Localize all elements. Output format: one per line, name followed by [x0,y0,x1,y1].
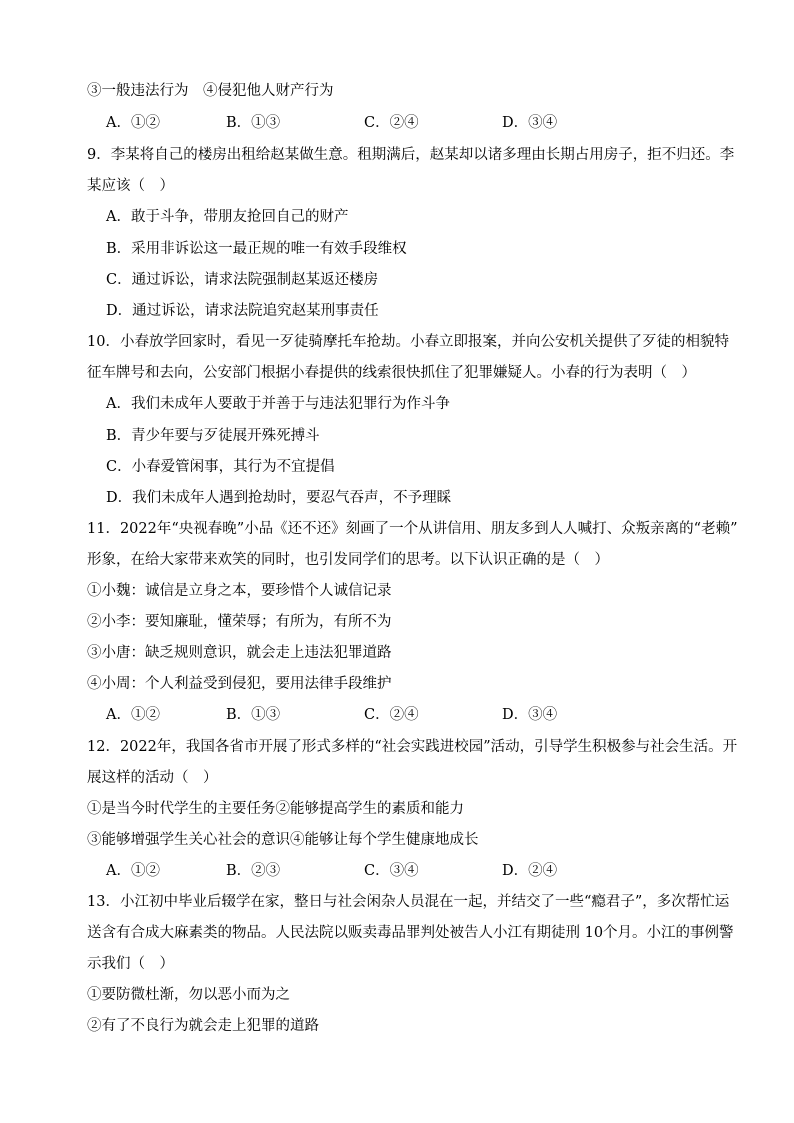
q10-option-d: D．我们未成年人遇到抢劫时，要忍气吞声，不予理睬 [106,490,452,506]
q11-option-b: B．①③ [226,707,281,723]
q12-item-2: ③能够增强学生关心社会的意识④能够让每个学生健康地成长 [87,832,479,848]
q11-stem-line1: 11．2022年“央视春晚”小品《还不还》刻画了一个从讲信用、朋友多到人人喊打、众叛亲离的“老赖” [87,521,738,537]
q11-option-c: C．②④ [364,707,419,723]
q12-option-c: C．③④ [364,863,419,879]
q8-option-d: D．③④ [502,115,558,131]
q9-stem-line1: 9．李某将自己的楼房出租给赵某做生意。租期满后，赵某却以诸多理由长期占用房子，拒不归还。李 [87,147,735,163]
q11-item-1: ①小魏：诚信是立身之本，要珍惜个人诚信记录 [87,583,392,599]
q13-stem-line2: 送含有合成大麻素类的物品。人民法院以贩卖毒品罪判处被告人小江有期徒刑 10个月。小江的事例警 [87,925,734,941]
q11-item-2: ②小李：要知廉耻，懂荣辱；有所为，有所不为 [87,614,392,630]
q10-stem-line1: 10．小春放学回家时，看见一歹徒骑摩托车抢劫。小春立即报案，并向公安机关提供了歹徒的相貌特 [87,334,729,350]
q9-option-b: B．采用非诉讼这一最正规的唯一有效手段维权 [106,241,407,257]
q12-stem-line1: 12．2022年，我国各省市开展了形式多样的“社会实践进校园”活动，引导学生积极参与社会生活。开 [87,739,738,755]
q8-option-a: A．①② [106,115,160,131]
q13-item-1: ①要防微杜渐，勿以恶小而为之 [87,987,290,1003]
q11-option-d: D．③④ [502,707,558,723]
q9-stem-line2: 某应该（ ） [87,178,174,194]
q12-option-b: B．②③ [226,863,281,879]
q8-item-line: ③一般违法行为 ④侵犯他人财产行为 [87,83,334,99]
q10-option-b: B．青少年要与歹徒展开殊死搏斗 [106,428,320,444]
q13-stem-line1: 13．小江初中毕业后辍学在家，整日与社会闲杂人员混在一起，并结交了一些“瘾君子”，多次帮忙运 [87,894,730,910]
q12-stem-line2: 展这样的活动（ ） [87,770,218,786]
q11-stem-line2: 形象，在给大家带来欢笑的同时，也引发同学们的思考。以下认识正确的是（ ） [87,552,609,568]
q10-option-a: A．我们未成年人要敢于并善于与违法犯罪行为作斗争 [106,396,450,412]
q9-option-a: A．敢于斗争，带朋友抢回自己的财产 [106,209,349,225]
q9-option-d: D．通过诉讼，请求法院追究赵某刑事责任 [106,303,379,319]
q10-stem-line2: 征车牌号和去向，公安部门根据小春提供的线索很快抓住了犯罪嫌疑人。小春的行为表明（ ） [87,365,696,381]
q11-item-4: ④小周：个人利益受到侵犯，要用法律手段维护 [87,676,392,692]
q13-item-2: ②有了不良行为就会走上犯罪的道路 [87,1018,319,1034]
q8-option-c: C．②④ [364,115,419,131]
q13-stem-line3: 示我们（ ） [87,956,174,972]
q12-option-d: D．②④ [502,863,558,879]
q12-option-a: A．①② [106,863,160,879]
q11-item-3: ③小唐：缺乏规则意识，就会走上违法犯罪道路 [87,645,392,661]
q11-option-a: A．①② [106,707,160,723]
q12-item-1: ①是当今时代学生的主要任务②能够提高学生的素质和能力 [87,801,464,817]
q8-option-b: B．①③ [226,115,281,131]
q10-option-c: C．小春爱管闲事，其行为不宜提倡 [106,459,335,475]
q9-option-c: C．通过诉讼，请求法院强制赵某返还楼房 [106,272,379,288]
